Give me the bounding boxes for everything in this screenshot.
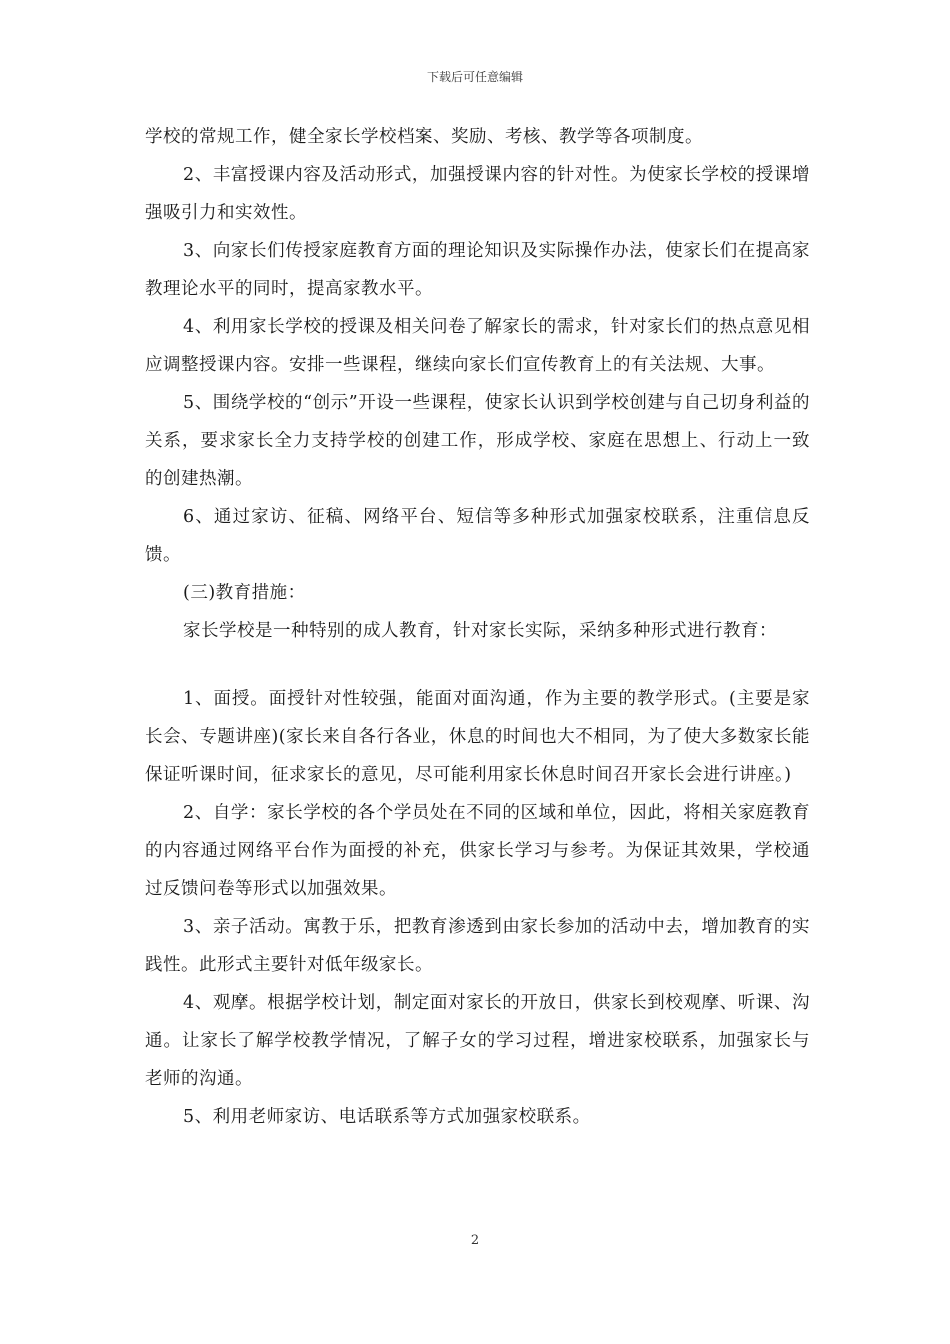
paragraph-2: 2、丰富授课内容及活动形式，加强授课内容的针对性。为使家长学校的授课增强吸引力和实效性。 — [145, 165, 810, 223]
paragraph-10: 4、观摩。根据学校计划，制定面对家长的开放日，供家长到校观摩、听课、沟通。让家长了解学校教学情况，了解子女的学习过程，增进家校联系，加强家长与老师的沟通。 — [145, 993, 810, 1089]
paragraph-11: 5、利用老师家访、电话联系等方式加强家校联系。 — [183, 1107, 591, 1127]
paragraph-7: 1、面授。面授针对性较强，能面对面沟通，作为主要的教学形式。(主要是家长会、专题讲座)(家长来自各行各业，休息的时间也大不相同，为了使大多数家长能保证听课时间，征求家长的意见，尽可能利用家长休息时间召开家长会进行讲座。) — [145, 689, 810, 785]
paragraph-4: 4、利用家长学校的授课及相关问卷了解家长的需求，针对家长们的热点意见相应调整授课内容。安排一些课程，继续向家长们宣传教育上的有关法规、大事。 — [145, 317, 810, 375]
page-header: 下载后可任意编辑 — [426, 70, 523, 84]
paragraph-1: 学校的常规工作，健全家长学校档案、奖励、考核、教学等各项制度。 — [145, 127, 703, 147]
paragraph-intro: 家长学校是一种特别的成人教育，针对家长实际，采纳多种形式进行教育： — [183, 621, 777, 641]
page-number: 2 — [470, 1233, 480, 1248]
paragraph-6: 6、通过家访、征稿、网络平台、短信等多种形式加强家校联系，注重信息反馈。 — [145, 507, 810, 565]
section-heading: (三)教育措施： — [183, 583, 306, 603]
document-body — [145, 118, 810, 1136]
paragraph-9: 3、亲子活动。寓教于乐，把教育渗透到由家长参加的活动中去，增加教育的实践性。此形式主要针对低年级家长。 — [145, 917, 810, 975]
paragraph-5: 5、围绕学校的“创示”开设一些课程，使家长认识到学校创建与自己切身利益的关系，要求家长全力支持学校的创建工作，形成学校、家庭在思想上、行动上一致的创建热潮。 — [145, 393, 810, 489]
paragraph-3: 3、向家长们传授家庭教育方面的理论知识及实际操作办法，使家长们在提高家教理论水平的同时，提高家教水平。 — [145, 241, 810, 299]
paragraph-8: 2、自学：家长学校的各个学员处在不同的区域和单位，因此，将相关家庭教育的内容通过网络平台作为面授的补充，供家长学习与参考。为保证其效果，学校通过反馈问卷等形式以加强效果。 — [145, 803, 810, 899]
blank-line — [145, 650, 810, 680]
